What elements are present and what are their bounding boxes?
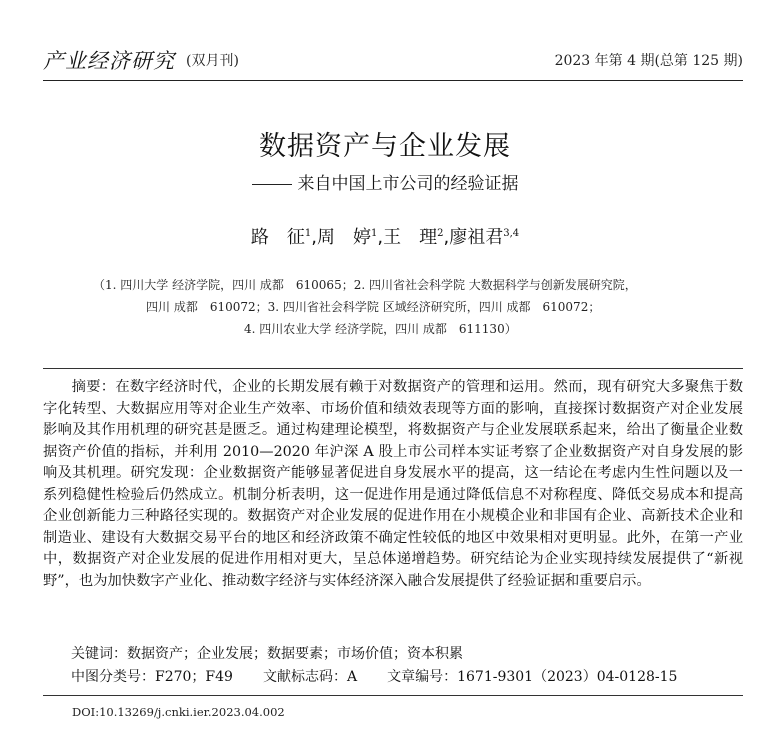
abstract-top-rule — [43, 368, 743, 369]
keywords — [43, 643, 743, 663]
author-2: 周 婷$^1$ — [316, 227, 378, 248]
affiliation-line-2: 四川 成都 610072；3. 四川省社会科学院 区域经济研究所，四川 成都 610072； — [146, 300, 601, 314]
header-divider — [43, 80, 743, 81]
journal-logo: 产业经济研究 — [43, 49, 175, 73]
doc-code-label: 文献标志码： — [262, 669, 347, 685]
journal-frequency: (双月刊) — [186, 53, 239, 69]
affiliation-line-1: （1. 四川大学 经济学院，四川 成都 610065；2. 四川省社会科学院 大数据科学与创新发展研究院， — [93, 278, 637, 292]
footer-rule — [43, 695, 743, 696]
author-3: 王 理$^2$ — [383, 227, 444, 248]
clc-label: 中图分类号： — [71, 669, 155, 685]
affiliation-line-3: 4. 四川农业大学 经济学院，四川 成都 611130） — [244, 322, 517, 336]
article-no-value: 1671-9301（2023）04-0128-15 — [457, 669, 678, 685]
keywords-text: 数据资产；企业发展；数据要素；市场价值；资本积累 — [127, 646, 463, 662]
article-no-label: 文章编号： — [387, 669, 458, 685]
classification-line — [43, 666, 743, 686]
subtitle-dash — [252, 184, 292, 185]
author-1: 路 征$^1$ — [250, 227, 312, 248]
doi[interactable]: DOI:10.13269/j.cnki.ier.2023.04.002 — [72, 705, 285, 719]
author-list: 路 征$^1$,周 婷$^1$,王 理$^2$,廖祖君$^{3,4}$ — [250, 227, 520, 248]
article-title: 数据资产与企业发展 — [259, 131, 511, 162]
abstract-label: 摘要： — [71, 379, 116, 395]
keywords-label: 关键词： — [71, 646, 127, 662]
article-subtitle — [0, 169, 770, 194]
journal-header — [43, 43, 743, 77]
abstract-text: 在数字经济时代，企业的长期发展有赖于对数据资产的管理和运用。然而，现有研究大多聚焦于数字化转型、大数据应用等对企业生产效率、市场价值和绩效表现等方面的影响，直接探讨数据资产对企业发展影响及其作用机理的研究甚是匮乏。通过构建理论模型，将数据资产与企业发展联系起来，给出了衡量企业数据资产价值的指标，并利用 2010—2020 年沪深 A 股上市公司样本实证考察了企业数据资产对自身发展的影响及其机理。研究发现：企业数据资产能够显著促进自身发展水平的提高，这一结论在考虑内生性问题以及一系列稳健性检验后仍然成立。机制分析表明，这一促进作用是通过降低信息不对称程度、降低交易成本和提高企业创新能力三种路径实现的。数据资产对企业发展的促进作用在小规模企业和非国有企业、高新技术企业和制造业、建设有大数据交易平台的地区和经济政策不确定性较低的地区中效果相对更明显。此外，在第一产业中，数据资产对企业发展的促进作用相对更大，呈总体递增趋势。研究结论为企业实现持续发展提供了“新视野”，也为加快数字产业化、推动数字经济与实体经济深入融合发展提供了经验证据和重要启示。 — [43, 379, 744, 589]
clc-value: F270；F49 — [155, 669, 233, 685]
subtitle-text: 来自中国上市公司的经验证据 — [297, 174, 519, 194]
abstract — [43, 377, 743, 592]
author-4: 廖祖君$^{3,4}$ — [449, 227, 520, 248]
doc-code-value: A — [346, 669, 358, 685]
issue-info: 2023 年第 4 期(总第 125 期) — [554, 53, 743, 69]
